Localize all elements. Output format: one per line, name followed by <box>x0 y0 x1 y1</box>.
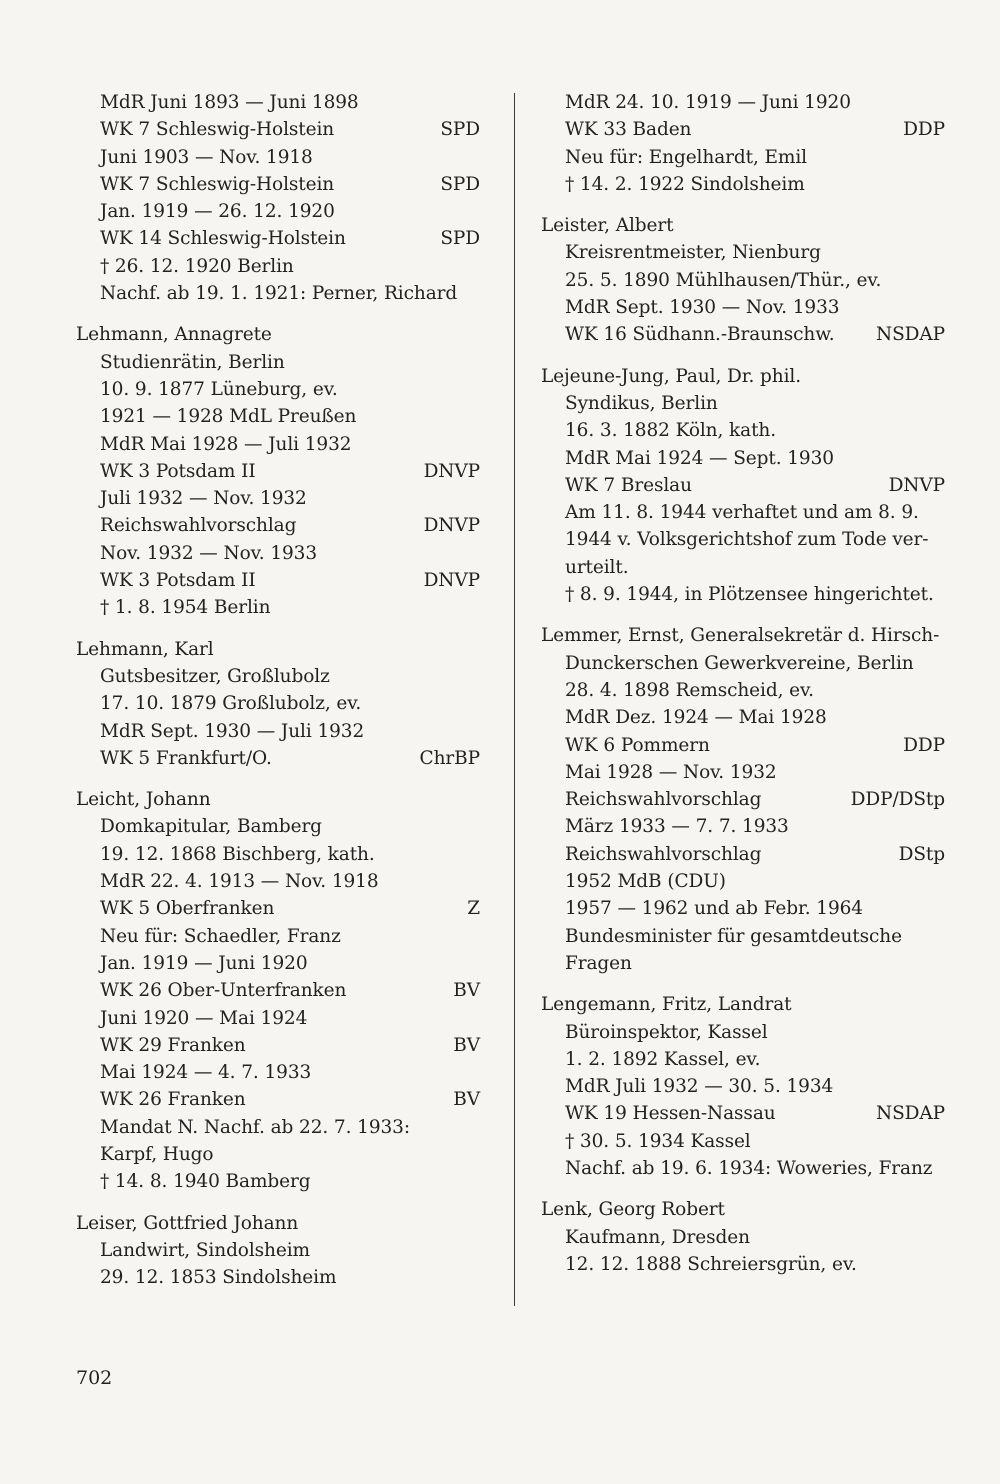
line-text: WK 29 Franken <box>100 1034 246 1056</box>
party-label: BV <box>453 1089 480 1111</box>
party-label: NSDAP <box>875 1103 945 1125</box>
line-text: WK 5 Oberfranken <box>100 898 275 920</box>
entry-line <box>76 458 480 485</box>
line-text: Reichswahlvorschlag <box>565 789 762 811</box>
entry-line <box>541 895 945 922</box>
entry-line <box>541 923 945 950</box>
line-text: 17. 10. 1879 Großlubolz, ev. <box>100 693 362 715</box>
line-text: WK 3 Potsdam II <box>100 460 256 482</box>
entry-line <box>76 1141 480 1168</box>
entry-line <box>541 650 945 677</box>
entry-line <box>541 89 945 116</box>
line-text: WK 19 Hessen-Nassau <box>565 1103 776 1125</box>
party-label: BV <box>453 1034 480 1056</box>
entry-line <box>76 1032 480 1059</box>
entry-line <box>541 991 945 1018</box>
entry-line <box>541 554 945 581</box>
party-label: BV <box>453 980 480 1002</box>
entry-line <box>541 1251 945 1278</box>
line-text: urteilt. <box>565 556 629 578</box>
entry-line <box>76 977 480 1004</box>
line-text: Büroinspektor, Kassel <box>565 1021 768 1043</box>
entry-line <box>541 1073 945 1100</box>
entry-line <box>76 198 480 225</box>
line-text: Leicht, Johann <box>76 789 211 811</box>
biography-entry <box>541 212 945 348</box>
entry-line <box>76 895 480 922</box>
entry-line <box>541 445 945 472</box>
entry-line <box>541 171 945 198</box>
line-text: Am 11. 8. 1944 verhaftet und am 8. 9. <box>565 502 919 524</box>
line-text: MdR Juni 1893 — Juni 1898 <box>100 92 359 113</box>
entry-line <box>76 144 480 171</box>
line-text: † 14. 2. 1922 Sindolsheim <box>565 173 805 195</box>
line-text: Juni 1920 — Mai 1924 <box>100 1007 308 1029</box>
entry-line <box>541 1128 945 1155</box>
entry-line <box>76 376 480 403</box>
entry-line <box>76 225 480 252</box>
entry-line <box>76 1086 480 1113</box>
entry-line <box>541 868 945 895</box>
party-label: DDP/DStp <box>850 789 945 811</box>
line-text: Syndikus, Berlin <box>565 392 718 414</box>
entry-line <box>541 1019 945 1046</box>
entry-line <box>76 868 480 895</box>
party-label: NSDAP <box>875 324 945 346</box>
entry-line <box>541 390 945 417</box>
line-text: 29. 12. 1853 Sindolsheim <box>100 1267 337 1289</box>
line-text: 12. 12. 1888 Schreiersgrün, ev. <box>565 1253 857 1275</box>
line-text: Lemmer, Ernst, Generalsekretär d. Hirsch- <box>541 625 940 647</box>
entry-line <box>541 677 945 704</box>
entry-line <box>76 116 480 143</box>
line-text: Reichswahlvorschlag <box>100 515 297 537</box>
party-label: SPD <box>440 119 480 141</box>
line-text: Karpf, Hugo <box>100 1143 214 1165</box>
line-text: † 8. 9. 1944, in Plötzensee hingerichtet. <box>565 584 934 606</box>
entry-line <box>76 636 480 663</box>
entry-line <box>541 950 945 977</box>
entry-line <box>76 813 480 840</box>
entry-line <box>541 321 945 348</box>
line-text: 1921 — 1928 MdL Preußen <box>100 406 357 428</box>
entry-line <box>76 1264 480 1291</box>
entry-line <box>76 786 480 813</box>
line-text: Studienrätin, Berlin <box>100 351 285 373</box>
line-text: WK 16 Südhann.-Braunschw. <box>565 324 835 346</box>
line-text: Landwirt, Sindolsheim <box>100 1239 310 1261</box>
party-label: DNVP <box>423 570 480 592</box>
line-text: MdR Mai 1924 — Sept. 1930 <box>565 447 834 469</box>
entry-line <box>76 663 480 690</box>
entry-line <box>541 581 945 608</box>
entry-line <box>541 472 945 499</box>
line-text: Neu für: Engelhardt, Emil <box>565 146 807 168</box>
entry-line <box>541 239 945 266</box>
party-label: DNVP <box>423 460 480 482</box>
party-label: ChrBP <box>419 747 480 769</box>
line-text: Gutsbesitzer, Großlubolz <box>100 665 330 687</box>
biography-entry <box>541 991 945 1182</box>
line-text: † 26. 12. 1920 Berlin <box>100 255 294 277</box>
line-text: Lenk, Georg Robert <box>541 1199 725 1221</box>
entry-line <box>76 1114 480 1141</box>
entry-line <box>541 1196 945 1223</box>
entry-line <box>76 253 480 280</box>
entry-line <box>76 690 480 717</box>
line-text: Jan. 1919 — 26. 12. 1920 <box>100 201 335 223</box>
line-text: Kaufmann, Dresden <box>565 1226 750 1248</box>
party-label: DNVP <box>423 515 480 537</box>
entry-line <box>76 950 480 977</box>
entry-line <box>541 294 945 321</box>
biography-entry <box>76 1210 480 1292</box>
party-label: SPD <box>440 173 480 195</box>
entry-line <box>541 499 945 526</box>
entry-line <box>76 485 480 512</box>
line-text: MdR Sept. 1930 — Juli 1932 <box>100 720 365 742</box>
line-text: 25. 5. 1890 Mühlhausen/Thür., ev. <box>565 269 882 291</box>
entry-line <box>76 718 480 745</box>
line-text: 1944 v. Volksgerichtshof zum Tode ver- <box>565 529 929 551</box>
entry-line <box>541 267 945 294</box>
party-label: Z <box>467 898 480 920</box>
line-text: Mandat N. Nachf. ab 22. 7. 1933: <box>100 1116 410 1138</box>
entry-line <box>541 732 945 759</box>
line-text: Lengemann, Fritz, Landrat <box>541 994 792 1016</box>
entry-line <box>541 212 945 239</box>
entry-line <box>541 144 945 171</box>
entry-line <box>76 171 480 198</box>
entry-line <box>76 567 480 594</box>
line-text: Nachf. ab 19. 6. 1934: Woweries, Franz <box>565 1157 933 1179</box>
line-text: Jan. 1919 — Juni 1920 <box>100 952 308 974</box>
entry-line <box>76 1059 480 1086</box>
line-text: † 30. 5. 1934 Kassel <box>565 1130 751 1152</box>
entry-line <box>541 813 945 840</box>
line-text: Fragen <box>565 952 632 974</box>
line-text: Neu für: Schaedler, Franz <box>100 925 341 947</box>
line-text: † 14. 8. 1940 Bamberg <box>100 1171 311 1193</box>
entry-line <box>541 622 945 649</box>
entry-line <box>76 280 480 307</box>
line-text: Lejeune-Jung, Paul, Dr. phil. <box>541 365 802 387</box>
line-text: Leister, Albert <box>541 215 674 237</box>
entry-line <box>76 1210 480 1237</box>
entry-line <box>76 1005 480 1032</box>
line-text: 28. 4. 1898 Remscheid, ev. <box>565 679 814 701</box>
line-text: Reichswahlvorschlag <box>565 843 762 865</box>
entry-line <box>76 745 480 772</box>
right-column <box>541 89 945 1292</box>
line-text: MdR Sept. 1930 — Nov. 1933 <box>565 297 840 319</box>
line-text: Kreisrentmeister, Nienburg <box>565 242 821 264</box>
entry-line <box>541 1224 945 1251</box>
entry-line <box>541 841 945 868</box>
line-text: WK 33 Baden <box>565 119 692 141</box>
entry-line <box>541 1046 945 1073</box>
line-text: MdR 24. 10. 1919 — Juni 1920 <box>565 92 851 113</box>
line-text: WK 7 Breslau <box>565 474 692 496</box>
entry-line <box>76 431 480 458</box>
entry-line <box>76 540 480 567</box>
line-text: 1. 2. 1892 Kassel, ev. <box>565 1048 761 1070</box>
entry-line <box>541 1155 945 1182</box>
line-text: Dunckerschen Gewerkvereine, Berlin <box>565 652 914 674</box>
line-text: WK 5 Frankfurt/O. <box>100 747 272 769</box>
line-text: WK 7 Schleswig-Holstein <box>100 173 335 195</box>
line-text: Lehmann, Karl <box>76 638 214 660</box>
line-text: Juni 1903 — Nov. 1918 <box>100 146 313 168</box>
line-text: März 1933 — 7. 7. 1933 <box>565 816 789 838</box>
biography-entry <box>541 89 945 198</box>
line-text: 16. 3. 1882 Köln, kath. <box>565 420 777 442</box>
line-text: 1957 — 1962 und ab Febr. 1964 <box>565 898 863 920</box>
entry-line <box>541 786 945 813</box>
biography-entry <box>76 321 480 621</box>
biography-entry <box>76 89 480 307</box>
line-text: 19. 12. 1868 Bischberg, kath. <box>100 843 375 865</box>
line-text: WK 26 Ober-Unterfranken <box>100 980 347 1002</box>
line-text: WK 26 Franken <box>100 1089 246 1111</box>
entry-line <box>76 1168 480 1195</box>
entry-line <box>541 116 945 143</box>
line-text: WK 3 Potsdam II <box>100 570 256 592</box>
line-text: Leiser, Gottfried Johann <box>76 1212 299 1234</box>
line-text: WK 6 Pommern <box>565 734 710 756</box>
entry-line <box>541 363 945 390</box>
line-text: Juli 1932 — Nov. 1932 <box>100 488 307 510</box>
line-text: 1952 MdB (CDU) <box>565 871 726 893</box>
entry-line <box>76 841 480 868</box>
party-label: DDP <box>903 734 945 756</box>
line-text: Mai 1924 — 4. 7. 1933 <box>100 1062 312 1084</box>
entry-line <box>541 704 945 731</box>
line-text: MdR 22. 4. 1913 — Nov. 1918 <box>100 871 379 893</box>
biography-entry <box>541 1196 945 1278</box>
line-text: MdR Dez. 1924 — Mai 1928 <box>565 707 827 729</box>
party-label: DNVP <box>888 474 945 496</box>
entry-line <box>541 417 945 444</box>
entry-line <box>76 1237 480 1264</box>
entry-line <box>76 403 480 430</box>
biography-entry <box>76 786 480 1195</box>
entry-line <box>541 526 945 553</box>
entry-line <box>76 923 480 950</box>
party-label: DDP <box>903 119 945 141</box>
left-column <box>76 89 480 1305</box>
biography-entry <box>541 622 945 977</box>
entry-line <box>76 321 480 348</box>
line-text: MdR Mai 1928 — Juli 1932 <box>100 433 352 455</box>
line-text: WK 7 Schleswig-Holstein <box>100 119 335 141</box>
line-text: MdR Juli 1932 — 30. 5. 1934 <box>565 1076 834 1098</box>
line-text: † 1. 8. 1954 Berlin <box>100 597 271 619</box>
column-divider <box>514 93 515 1306</box>
page-number: 702 <box>76 1367 113 1389</box>
biography-entry <box>541 363 945 609</box>
line-text: WK 14 Schleswig-Holstein <box>100 228 346 250</box>
entry-line <box>76 89 480 116</box>
entry-line <box>76 594 480 621</box>
line-text: Domkapitular, Bamberg <box>100 816 322 838</box>
line-text: Bundesminister für gesamtdeutsche <box>565 925 902 947</box>
line-text: Nachf. ab 19. 1. 1921: Perner, Richard <box>100 283 458 305</box>
line-text: Nov. 1932 — Nov. 1933 <box>100 542 318 564</box>
entry-line <box>76 349 480 376</box>
line-text: 10. 9. 1877 Lüneburg, ev. <box>100 378 338 400</box>
entry-line <box>541 759 945 786</box>
line-text: Lehmann, Annagrete <box>76 324 272 346</box>
biography-entry <box>76 636 480 772</box>
line-text: Mai 1928 — Nov. 1932 <box>565 761 777 783</box>
entry-line <box>541 1100 945 1127</box>
entry-line <box>76 512 480 539</box>
party-label: SPD <box>440 228 480 250</box>
party-label: DStp <box>898 843 945 865</box>
